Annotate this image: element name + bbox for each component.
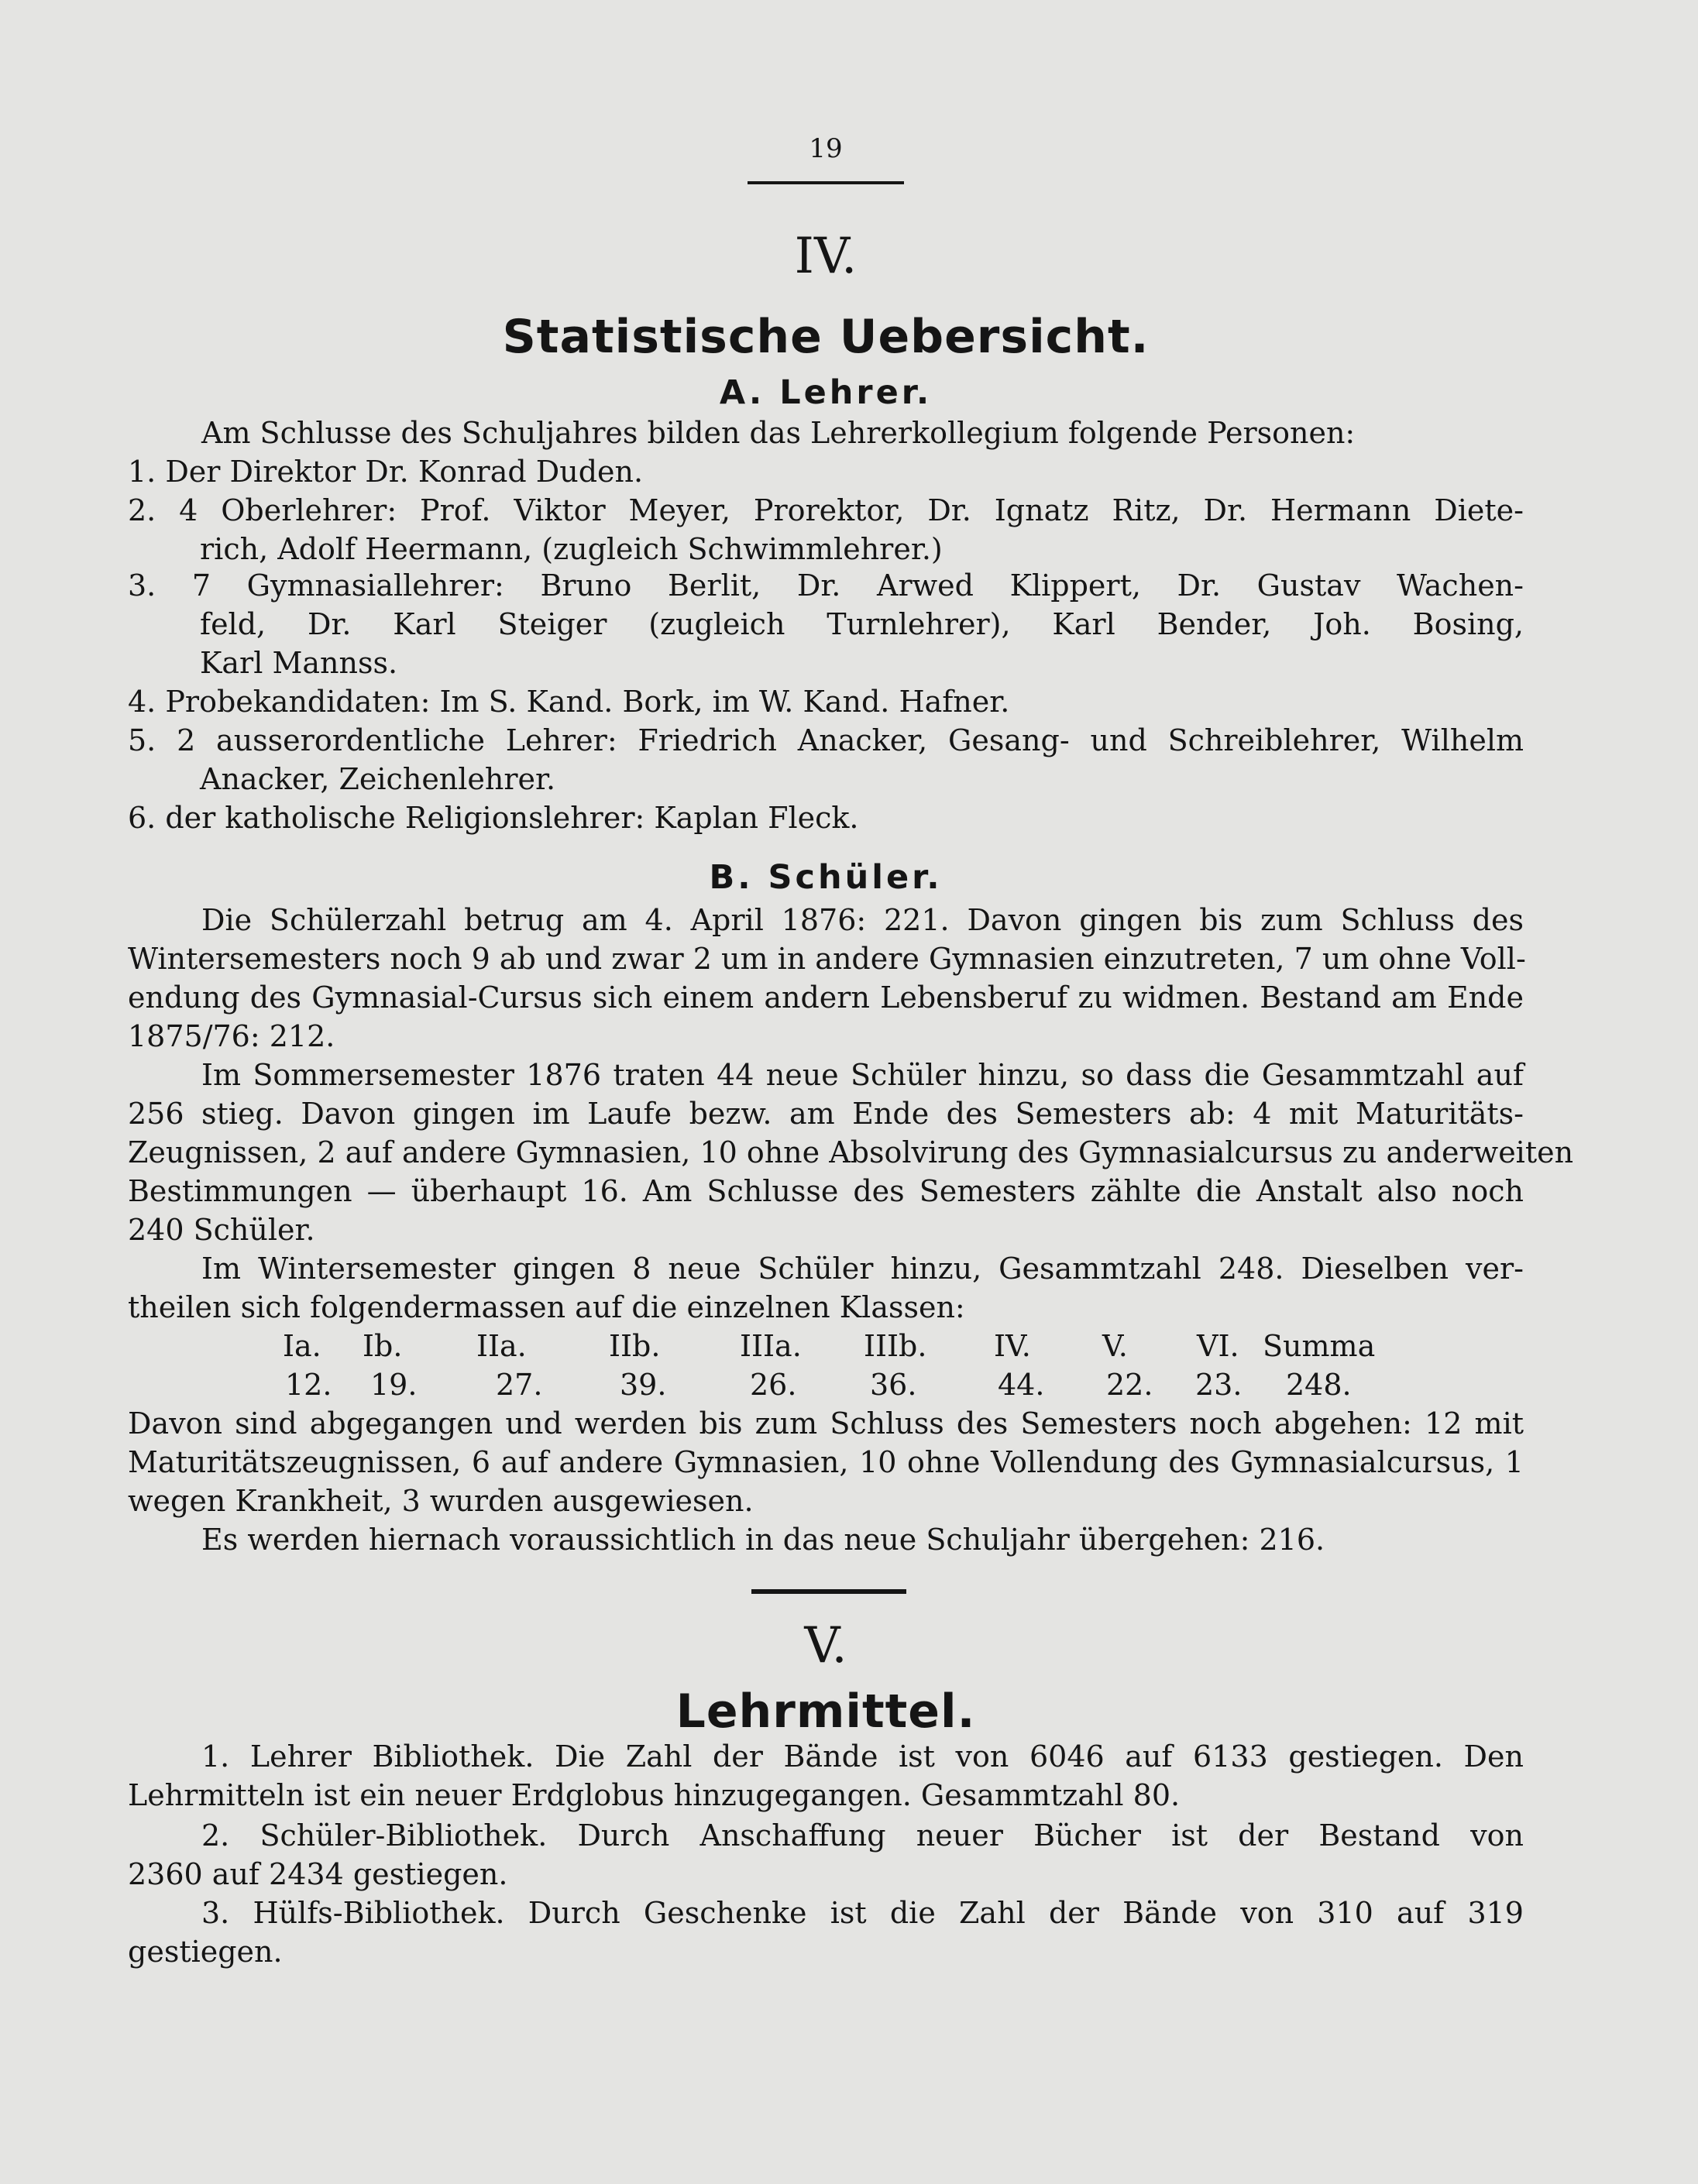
- paragraph-line: Es werden hiernach voraussichtlich in das neue Schuljahr übergehen: 216.: [201, 1523, 1325, 1557]
- paragraph-line: Zeugnissen, 2 auf andere Gymnasien, 10 ohne Absolvirung des Gymnasialcursus zu anderweiten: [128, 1135, 1574, 1169]
- teacher-item-2-line-2: rich, Adolf Heermann, (zugleich Schwimmlehrer.): [200, 532, 943, 566]
- paragraph-line: Im Sommersemester 1876 traten 44 neue Schüler hinzu, so dass die Gesammtzahl auf: [201, 1058, 1524, 1092]
- table-value-cell: 19.: [370, 1368, 418, 1402]
- resource-item-1-line-2: Lehrmitteln ist ein neuer Erdglobus hinzugegangen. Gesammtzahl 80.: [128, 1778, 1181, 1812]
- paragraph-line: Die Schülerzahl betrug am 4. April 1876: 221. Davon gingen bis zum Schluss des: [201, 903, 1524, 937]
- section-divider: [751, 1589, 906, 1594]
- table-header-cell: IIb.: [609, 1329, 661, 1363]
- paragraph-line: endung des Gymnasial-Cursus sich einem andern Lebensberuf zu widmen. Bestand am Ende: [128, 980, 1524, 1015]
- table-value-cell: 22.: [1106, 1368, 1153, 1402]
- table-header-cell: IIa.: [476, 1329, 527, 1363]
- paragraph-line: 256 stieg. Davon gingen im Laufe bezw. am Ende des Semesters ab: 4 mit Maturitäts-: [128, 1097, 1524, 1131]
- section-5-number: V.: [804, 1617, 847, 1674]
- paragraph-line: wegen Krankheit, 3 wurden ausgewiesen.: [128, 1484, 754, 1518]
- teacher-item-4: 4. Probekandidaten: Im S. Kand. Bork, im W. Kand. Hafner.: [128, 685, 1010, 719]
- table-header-cell: Ib.: [363, 1329, 403, 1363]
- paragraph-line: theilen sich folgendermassen auf die einzelnen Klassen:: [128, 1290, 965, 1324]
- resource-item-3-line-2: gestiegen.: [128, 1935, 283, 1969]
- table-header-cell: Ia.: [283, 1329, 321, 1363]
- teacher-item-3-line-3: Karl Mannss.: [200, 646, 398, 680]
- teacher-item-3-line-1: 3. 7 Gymnasiallehrer: Bruno Berlit, Dr. Arwed Klippert, Dr. Gustav Wachen-: [128, 568, 1524, 603]
- table-header-cell: IIIb.: [864, 1329, 927, 1363]
- section-4-title: Statistische Uebersicht.: [502, 310, 1150, 364]
- resource-item-3-line-1: 3. Hülfs-Bibliothek. Durch Geschenke ist die Zahl der Bände von 310 auf 319: [201, 1896, 1524, 1930]
- resource-item-2-line-1: 2. Schüler-Bibliothek. Durch Anschaffung neuer Bücher ist der Bestand von: [201, 1818, 1524, 1853]
- table-value-cell: 39.: [620, 1368, 667, 1402]
- paragraph-line: Bestimmungen — überhaupt 16. Am Schlusse des Semesters zählte die Anstalt also noch: [128, 1174, 1524, 1208]
- teacher-item-5-line-1: 5. 2 ausserordentliche Lehrer: Friedrich Anacker, Gesang- und Schreiblehrer, Wilhelm: [128, 723, 1524, 757]
- students-heading: B. Schüler.: [709, 858, 943, 897]
- table-header-cell: V.: [1102, 1329, 1128, 1363]
- teacher-item-5-line-2: Anacker, Zeichenlehrer.: [200, 762, 556, 796]
- teachers-heading: A. Lehrer.: [719, 373, 933, 412]
- paragraph-line: 240 Schüler.: [128, 1213, 315, 1247]
- table-header-cell: IIIa.: [740, 1329, 802, 1363]
- paragraph-line: Maturitätszeugnissen, 6 auf andere Gymnasien, 10 ohne Vollendung des Gymnasialcursus, 1: [128, 1445, 1524, 1479]
- teachers-intro: Am Schlusse des Schuljahres bilden das Lehrerkollegium folgende Personen:: [201, 416, 1356, 450]
- page-number: 19: [809, 133, 843, 164]
- table-header-cell: Summa: [1263, 1329, 1376, 1363]
- table-value-cell: 23.: [1195, 1368, 1243, 1402]
- teacher-item-3-line-2: feld, Dr. Karl Steiger (zugleich Turnlehrer), Karl Bender, Joh. Bosing,: [200, 607, 1524, 641]
- resource-item-1-line-1: 1. Lehrer Bibliothek. Die Zahl der Bände ist von 6046 auf 6133 gestiegen. Den: [201, 1739, 1524, 1774]
- header-rule: [748, 181, 904, 184]
- teacher-item-2-line-1: 2. 4 Oberlehrer: Prof. Viktor Meyer, Prorektor, Dr. Ignatz Ritz, Dr. Hermann Diete-: [128, 493, 1524, 527]
- section-5-title: Lehrmittel.: [675, 1684, 976, 1739]
- table-header-cell: IV.: [994, 1329, 1031, 1363]
- teacher-item-6: 6. der katholische Religionslehrer: Kaplan Fleck.: [128, 801, 859, 835]
- table-value-cell: 12.: [285, 1368, 332, 1402]
- class-distribution-table: [0, 1328, 1698, 1406]
- table-value-cell: 27.: [496, 1368, 543, 1402]
- table-header-cell: VI.: [1197, 1329, 1239, 1363]
- paragraph-line: 1875/76: 212.: [128, 1019, 335, 1053]
- table-value-cell: 248.: [1286, 1368, 1352, 1402]
- table-value-cell: 36.: [870, 1368, 917, 1402]
- resource-item-2-line-2: 2360 auf 2434 gestiegen.: [128, 1857, 508, 1891]
- paragraph-line: Davon sind abgegangen und werden bis zum Schluss des Semesters noch abgehen: 12 mit: [128, 1406, 1524, 1441]
- table-value-cell: 26.: [750, 1368, 797, 1402]
- paragraph-line: Im Wintersemester gingen 8 neue Schüler hinzu, Gesammtzahl 248. Dieselben ver-: [201, 1252, 1524, 1286]
- teacher-item-1: 1. Der Direktor Dr. Konrad Duden.: [128, 455, 644, 489]
- table-value-cell: 44.: [998, 1368, 1045, 1402]
- section-4-number: IV.: [794, 228, 858, 285]
- paragraph-line: Wintersemesters noch 9 ab und zwar 2 um in andere Gymnasien einzutreten, 7 um ohne Voll-: [128, 942, 1526, 976]
